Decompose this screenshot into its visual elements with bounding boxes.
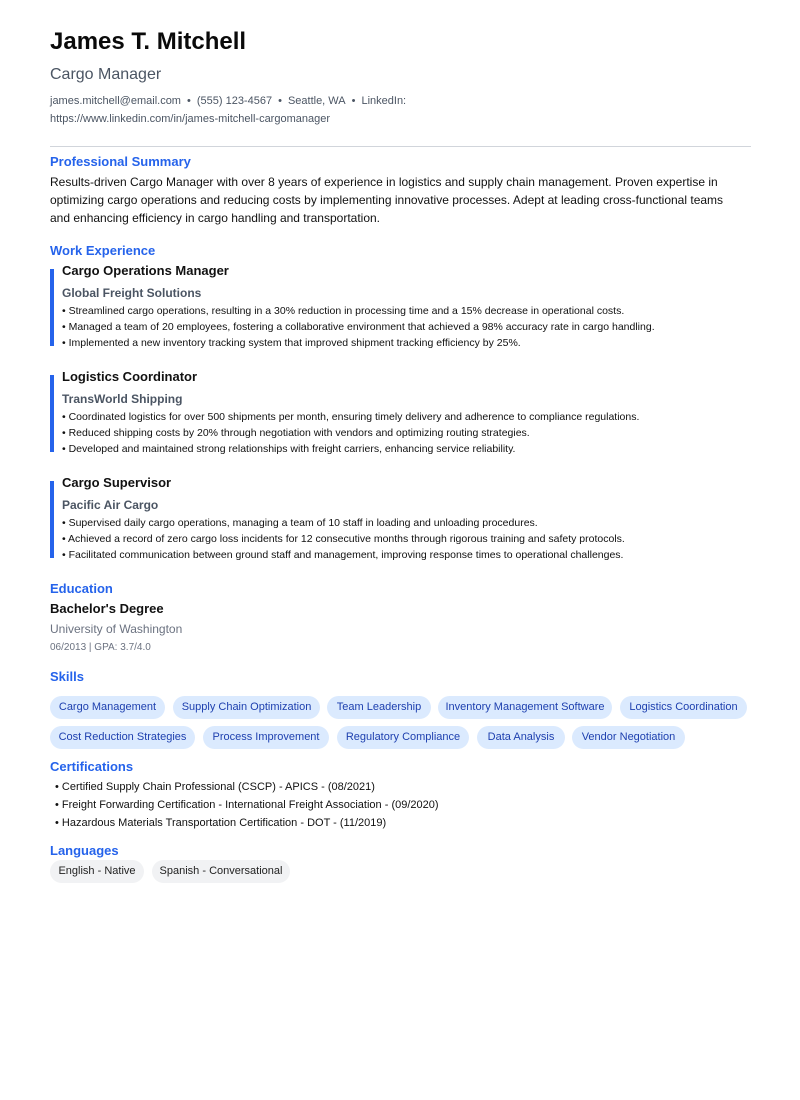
- contact-separator: •: [186, 95, 191, 107]
- job-title: Logistics Coordinator: [62, 369, 198, 384]
- certification-item: • Freight Forwarding Certification - International Freight Association - (09/2020): [55, 799, 439, 811]
- job-company: Global Freight Solutions: [62, 286, 202, 300]
- location: Seattle, WA: [287, 95, 346, 107]
- skill-chip: Cargo Management: [50, 696, 165, 719]
- certifications-heading: Certifications: [50, 759, 134, 774]
- job-bullet: • Reduced shipping costs by 20% through negotiation with vendors and optimizing routing strategies.: [62, 427, 530, 439]
- education-heading: Education: [50, 581, 113, 596]
- skill-chip: Logistics Coordination: [620, 696, 747, 719]
- job-bullet: • Achieved a record of zero cargo loss incidents for 12 consecutive months through rigorous training and safety protocols.: [62, 533, 625, 545]
- phone-number: (555) 123-4567: [196, 95, 273, 107]
- skill-chip: Process Improvement: [203, 726, 329, 749]
- summary-line: optimizing cargo operations and reducing costs by implementing innovative processes. Adept at leading cross-functional teams: [50, 193, 724, 207]
- job-bullet: • Streamlined cargo operations, resulting in a 30% reduction in processing time and a 15% decrease in operational costs.: [62, 305, 625, 317]
- job-company: Pacific Air Cargo: [62, 498, 159, 512]
- education-degree: Bachelor's Degree: [50, 601, 164, 616]
- summary-line: Results-driven Cargo Manager with over 8 years of experience in logistics and supply chain management. Proven expertise in: [50, 175, 718, 189]
- job-accent-bar: [50, 375, 54, 452]
- language-chip: English - Native: [50, 860, 144, 883]
- job-company: TransWorld Shipping: [62, 392, 183, 406]
- certification-item: • Hazardous Materials Transportation Certification - DOT - (11/2019): [55, 817, 387, 829]
- language-chip: Spanish - Conversational: [152, 860, 290, 883]
- header-divider: [50, 146, 751, 147]
- summary-heading: Professional Summary: [50, 154, 191, 169]
- skill-chip: Team Leadership: [327, 696, 431, 719]
- linkedin-link[interactable]: https://www.linkedin.com/in/james-mitchell-cargomanager: [50, 113, 330, 125]
- candidate-title: Cargo Manager: [50, 66, 162, 83]
- job-bullet: • Implemented a new inventory tracking system that improved shipment tracking efficiency by 25%.: [62, 337, 521, 349]
- languages-heading: Languages: [50, 843, 119, 858]
- job-bullet: • Supervised daily cargo operations, managing a team of 10 staff in loading and unloading procedures.: [62, 517, 538, 529]
- job-title: Cargo Supervisor: [62, 475, 172, 490]
- job-title: Cargo Operations Manager: [62, 263, 229, 278]
- job-bullet: • Developed and maintained strong relationships with freight carriers, enhancing service reliability.: [62, 443, 516, 455]
- skill-chip: Vendor Negotiation: [572, 726, 685, 749]
- summary-line: and enhancing efficiency in cargo handling and transportation.: [50, 211, 381, 225]
- skills-heading: Skills: [50, 669, 84, 684]
- job-bullet: • Coordinated logistics for over 500 shipments per month, ensuring timely delivery and adherence to compliance regulations.: [62, 411, 640, 423]
- experience-heading: Work Experience: [50, 243, 156, 258]
- candidate-name: James T. Mitchell: [50, 28, 247, 55]
- job-accent-bar: [50, 269, 54, 346]
- skill-chip: Supply Chain Optimization: [173, 696, 320, 719]
- contact-line: [50, 94, 406, 108]
- education-meta: 06/2013 | GPA: 3.7/4.0: [50, 642, 151, 653]
- job-bullet: • Facilitated communication between ground staff and management, improving response times to operational challenges.: [62, 549, 624, 561]
- education-school: University of Washington: [50, 622, 183, 636]
- contact-separator: •: [278, 95, 282, 107]
- linkedin-label: LinkedIn:: [361, 95, 407, 107]
- skill-chip: Cost Reduction Strategies: [50, 726, 195, 749]
- contact-separator: •: [351, 95, 356, 107]
- job-bullet: • Managed a team of 20 employees, fostering a collaborative environment that achieved a 98% accuracy rate in cargo handling.: [62, 321, 655, 333]
- skill-chip: Regulatory Compliance: [337, 726, 469, 749]
- skill-chip: Inventory Management Software: [438, 696, 612, 719]
- certification-item: • Certified Supply Chain Professional (CSCP) - APICS - (08/2021): [55, 781, 375, 793]
- email-link[interactable]: james.mitchell@email.com: [50, 95, 181, 107]
- job-accent-bar: [50, 481, 54, 558]
- skill-chip: Data Analysis: [477, 726, 565, 749]
